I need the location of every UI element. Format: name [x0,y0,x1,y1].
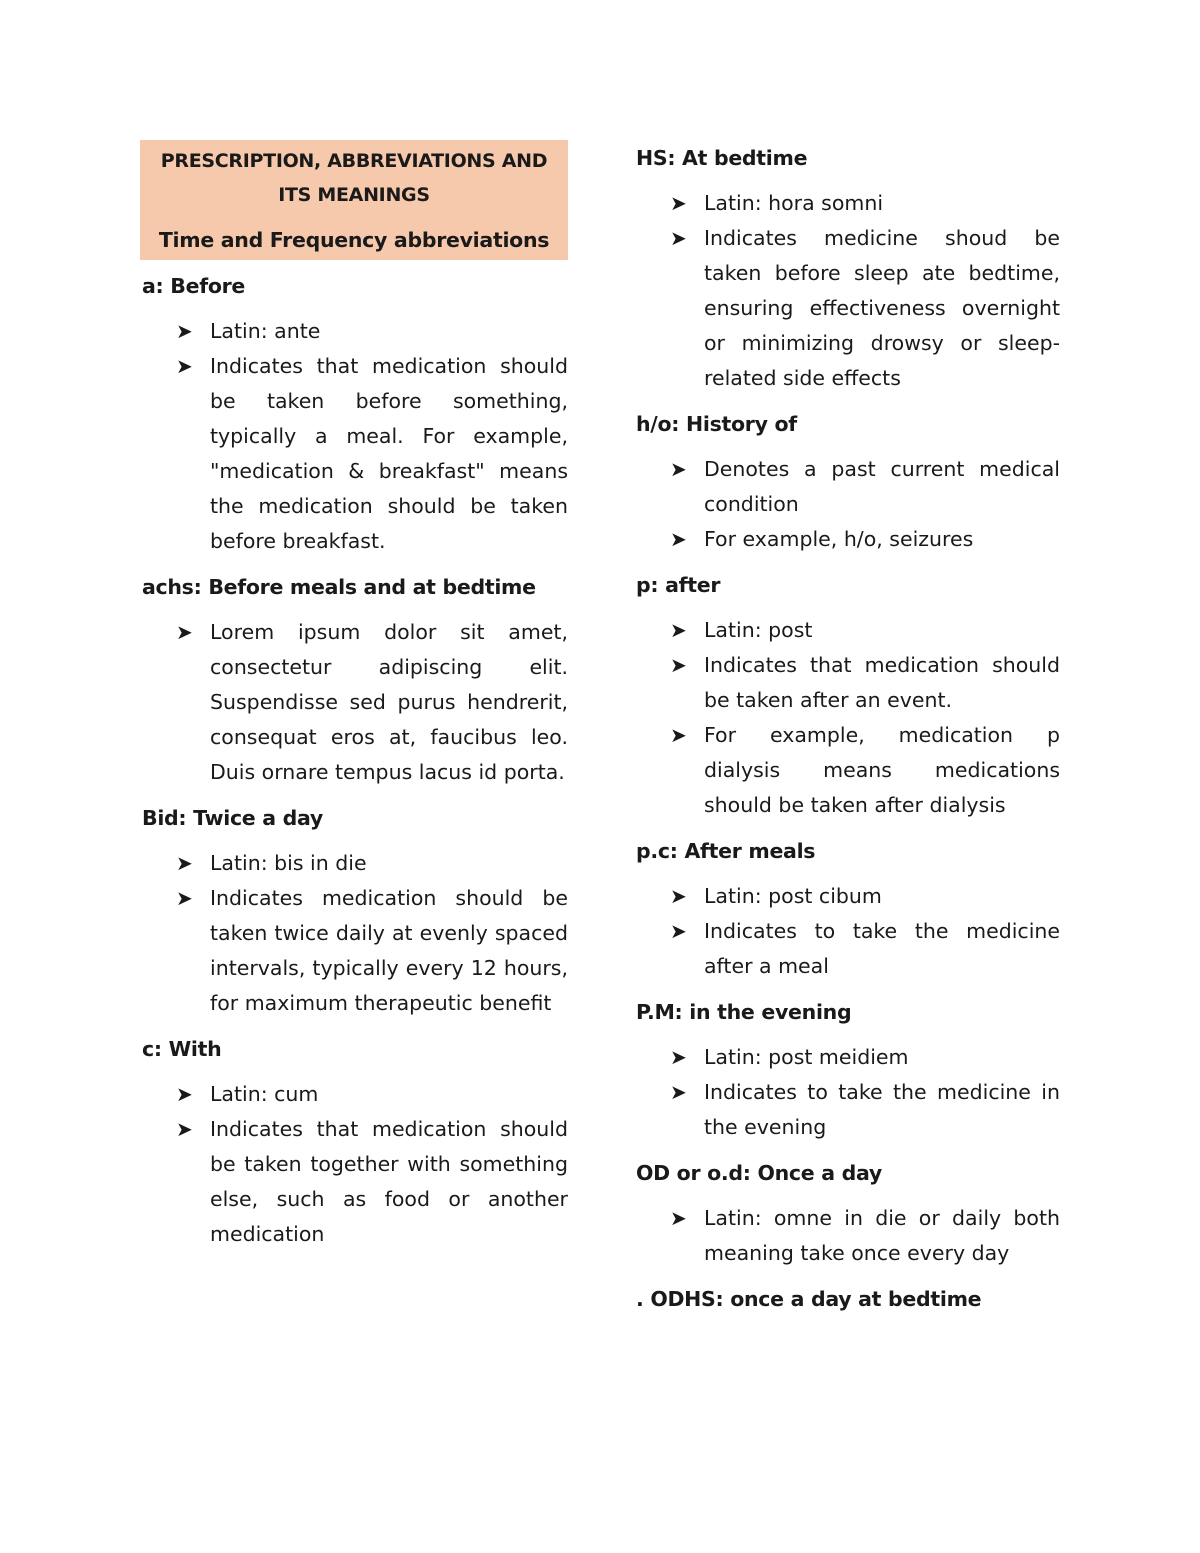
right-sections [634,144,1060,1313]
list-item [634,914,1060,984]
arrowhead-bullet-icon: ➤ [670,1080,687,1104]
list-item-text: Indicates to take the medicine after a meal [704,919,1060,978]
list-item-text: Indicates that medication should be taken before something, typically a meal. For example, "medication & breakfast" means the medication should be taken before breakfast. [210,354,568,553]
section-heading: P.M: in the evening [636,1000,852,1024]
list-item [634,186,1060,221]
section-heading: c: With [142,1037,222,1061]
arrowhead-bullet-icon: ➤ [176,886,193,910]
section-heading: p: after [636,573,721,597]
list-item [634,879,1060,914]
abbreviation-section [140,804,568,1021]
arrowhead-bullet-icon: ➤ [176,319,193,343]
list-item [140,349,568,559]
list-item [140,846,568,881]
list-item-text: For example, h/o, seizures [704,527,974,551]
arrowhead-bullet-icon: ➤ [670,884,687,908]
abbreviation-section [634,571,1060,823]
abbreviation-section [140,573,568,790]
bullet-list [140,1077,568,1252]
list-item-text: Latin: post cibum [704,884,882,908]
abbreviation-section [634,837,1060,984]
list-item [634,1075,1060,1145]
list-item [634,1201,1060,1271]
document-subtitle: Time and Frequency abbreviations [158,228,550,252]
arrowhead-bullet-icon: ➤ [176,1082,193,1106]
arrowhead-bullet-icon: ➤ [176,620,193,644]
section-heading: achs: Before meals and at bedtime [142,575,536,599]
arrowhead-bullet-icon: ➤ [670,723,687,747]
list-item-text: Latin: cum [210,1082,319,1106]
arrowhead-bullet-icon: ➤ [670,919,687,943]
section-heading: HS: At bedtime [636,146,808,170]
abbreviation-section [140,1035,568,1252]
list-item [140,881,568,1021]
arrowhead-bullet-icon: ➤ [670,457,687,481]
arrowhead-bullet-icon: ➤ [176,1117,193,1141]
list-item-text: Latin: bis in die [210,851,367,875]
list-item-text: Indicates that medication should be taken together with something else, such as food or another medication [210,1117,568,1246]
list-item-text: Indicates medication should be taken twice daily at evenly spaced intervals, typically every 12 hours, for maximum therapeutic benefit [210,886,568,1015]
bullet-list [634,1040,1060,1145]
list-item [140,1077,568,1112]
left-column [140,140,568,1266]
list-item-text: Indicates to take the medicine in the evening [704,1080,1060,1139]
arrowhead-bullet-icon: ➤ [176,354,193,378]
list-item [140,1112,568,1252]
abbreviation-section [140,272,568,559]
list-item-text: Latin: ante [210,319,321,343]
bullet-list [634,1201,1060,1271]
list-item [634,1040,1060,1075]
list-item [140,314,568,349]
list-item-text: Latin: omne in die or daily both meaning take once every day [704,1206,1060,1265]
arrowhead-bullet-icon: ➤ [670,1045,687,1069]
arrowhead-bullet-icon: ➤ [670,226,687,250]
arrowhead-bullet-icon: ➤ [670,1206,687,1230]
list-item [634,221,1060,396]
arrowhead-bullet-icon: ➤ [670,618,687,642]
section-heading: Bid: Twice a day [142,806,323,830]
abbreviation-section [634,998,1060,1145]
list-item-text: Denotes a past current medical condition [704,457,1060,516]
list-item-text: Latin: hora somni [704,191,884,215]
abbreviation-section [634,1285,1060,1313]
bullet-list [140,846,568,1021]
section-heading: . ODHS: once a day at bedtime [636,1287,982,1311]
bullet-list [634,452,1060,557]
bullet-list [140,314,568,559]
section-heading: p.c: After meals [636,839,816,863]
list-item-text: Latin: post meidiem [704,1045,909,1069]
title-box [140,140,568,260]
section-heading: a: Before [142,274,246,298]
abbreviation-section [634,410,1060,557]
list-item-text: Lorem ipsum dolor sit amet, consectetur adipiscing elit. Suspendisse sed purus hendrerit, consequat eros at, faucibus leo. Duis ornare tempus lacus id porta. [210,620,568,784]
abbreviation-section [634,1159,1060,1271]
document-title-line-1: PRESCRIPTION, ABBREVIATIONS AND [160,150,548,172]
list-item [140,615,568,790]
bullet-list [634,186,1060,396]
arrowhead-bullet-icon: ➤ [670,527,687,551]
list-item [634,718,1060,823]
document-title-line-2: ITS MEANINGS [278,184,430,206]
bullet-list [140,615,568,790]
section-heading: h/o: History of [636,412,797,436]
arrowhead-bullet-icon: ➤ [670,653,687,677]
list-item [634,522,1060,557]
arrowhead-bullet-icon: ➤ [670,191,687,215]
bullet-list [634,879,1060,984]
list-item-text: For example, medication p dialysis means medications should be taken after dialysis [704,723,1060,817]
list-item-text: Indicates that medication should be taken after an event. [704,653,1060,712]
abbreviation-section [634,144,1060,396]
right-column [634,140,1060,1327]
list-item [634,613,1060,648]
left-sections [140,272,568,1252]
list-item-text: Indicates medicine shoud be taken before sleep ate bedtime, ensuring effectiveness overnight or minimizing drowsy or sleep-related side effects [704,226,1060,390]
list-item [634,452,1060,522]
arrowhead-bullet-icon: ➤ [176,851,193,875]
section-heading: OD or o.d: Once a day [636,1161,882,1185]
list-item [634,648,1060,718]
bullet-list [634,613,1060,823]
list-item-text: Latin: post [704,618,813,642]
